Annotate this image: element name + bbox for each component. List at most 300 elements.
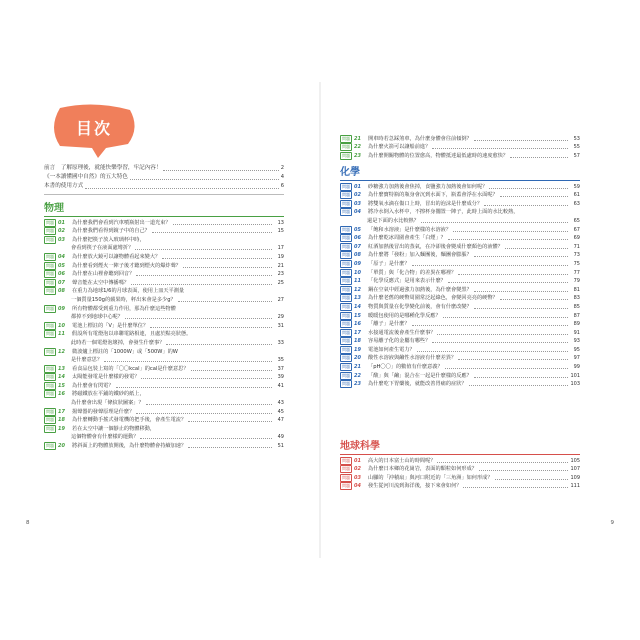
question-text: 為什麼把筷子放入玻璃杯中時， <box>72 236 145 243</box>
question-tag: 問題 <box>46 288 54 294</box>
page-number: 19 <box>277 253 284 260</box>
page-number: 43 <box>277 400 284 407</box>
toc-entry[interactable] <box>340 320 580 329</box>
question-number: 17 <box>354 329 361 336</box>
toc-entry[interactable] <box>340 285 580 294</box>
question-tag: 問題 <box>342 183 350 189</box>
page-number: 79 <box>573 278 580 285</box>
page-number: 45 <box>277 408 284 415</box>
toc-entry[interactable] <box>340 465 580 474</box>
question-tag: 問題 <box>46 331 54 337</box>
question-tag: 問題 <box>342 260 350 266</box>
toc-entry[interactable] <box>44 364 284 373</box>
dot-leader <box>417 351 568 352</box>
page-number: 41 <box>277 382 284 389</box>
earth-science-section <box>340 440 580 490</box>
question-number: 16 <box>354 321 361 328</box>
toc-entry[interactable] <box>340 225 580 234</box>
question-number: 01 <box>354 457 361 464</box>
toc-entry[interactable] <box>44 433 284 442</box>
question-tag: 問題 <box>46 279 54 285</box>
question-text: 微波爐上標註的「1000W」或「500W」的W <box>72 348 178 355</box>
toc-entry[interactable] <box>340 234 580 243</box>
toc-entry[interactable] <box>340 143 580 152</box>
question-tag: 問題 <box>342 226 350 232</box>
question-text: 高大的日本富士山的時間呢？ <box>368 457 436 464</box>
question-tag: 問題 <box>342 321 350 327</box>
dot-leader <box>437 462 568 463</box>
question-text: 鋼在空氣中經過強力加熱後，為什麼會變黑？ <box>368 286 472 293</box>
page-number: 81 <box>573 286 580 293</box>
dot-leader <box>421 222 568 223</box>
question-number: 07 <box>58 279 65 286</box>
question-tag: 問題 <box>46 408 54 414</box>
page-number: 83 <box>573 295 580 302</box>
question-tag: 問題 <box>46 305 54 311</box>
question-text: 都掉不到地球中心呢？ <box>71 314 123 321</box>
toc-entry[interactable] <box>44 235 284 244</box>
question-text: 酸性水溶液與鹼性水溶液有什麼差異？ <box>368 355 457 362</box>
toc-title-badge <box>46 102 142 158</box>
question-tag: 問題 <box>46 417 54 423</box>
question-number: 12 <box>58 348 65 355</box>
question-number: 08 <box>58 288 65 295</box>
question-tag: 問題 <box>46 382 54 388</box>
dot-leader <box>125 318 272 319</box>
question-text: 水接通電流後會產生什麼事？ <box>368 329 436 336</box>
question-number: 19 <box>58 425 65 432</box>
question-number: 05 <box>354 226 361 233</box>
question-tag: 問題 <box>342 303 350 309</box>
question-text: 「原子」是什麼？ <box>368 260 410 267</box>
question-text: 開車時若急踩煞車，為什麼身體會往前傾倒？ <box>368 135 472 142</box>
question-text: 為什麼開關物體的位置愈高，物體抵達最低處時的速度愈快？ <box>368 152 509 159</box>
dot-leader <box>162 258 272 259</box>
question-tag: 問題 <box>342 381 350 387</box>
page-number: 57 <box>573 152 580 159</box>
page-number: 33 <box>277 339 284 346</box>
dot-leader <box>495 479 568 480</box>
dot-leader <box>166 344 272 345</box>
dot-leader <box>412 265 568 266</box>
question-number: 13 <box>354 295 361 302</box>
question-tag: 問題 <box>342 483 350 489</box>
dot-leader <box>136 413 272 414</box>
right-page-number: 9 <box>610 520 614 526</box>
toc-entry[interactable] <box>340 208 580 217</box>
question-tag: 問題 <box>46 262 54 268</box>
dot-leader <box>469 385 568 386</box>
dot-leader <box>474 256 568 257</box>
question-number: 14 <box>354 303 361 310</box>
toc-entry[interactable] <box>44 338 284 347</box>
dot-leader <box>173 224 272 225</box>
toc-entry[interactable] <box>340 456 580 465</box>
dot-leader <box>489 188 568 189</box>
question-tag: 問題 <box>342 466 350 472</box>
toc-entry[interactable] <box>44 381 284 390</box>
question-number: 04 <box>354 483 361 490</box>
chemistry-section <box>340 166 580 388</box>
question-text: 為什麼將「發粉」加入麵團後，麵團會膨脹？ <box>368 252 472 259</box>
toc-entry[interactable] <box>44 304 284 313</box>
question-text: 紅酒加熱後冒出的蒸氣，在冷卻後會變成什麼顏色的液體？ <box>368 243 503 250</box>
question-number: 02 <box>58 228 65 235</box>
question-text: 假設所有電燈泡以串聯電路相連，且處於點亮狀態。 <box>72 331 192 338</box>
page-number: 95 <box>573 346 580 353</box>
question-tag: 問題 <box>342 346 350 352</box>
question-text: 為什麼我們看得到鏡子中的自己？ <box>72 228 150 235</box>
toc-entry[interactable] <box>44 287 284 296</box>
toc-entry[interactable] <box>340 242 580 251</box>
question-tag: 問題 <box>342 252 350 258</box>
chemistry-heading: 化學 <box>340 167 360 178</box>
toc-entry[interactable] <box>340 268 580 277</box>
question-tag: 問題 <box>342 243 350 249</box>
question-text: 為什麼看到煙火一陣子後才聽到煙火的爆炸聲？ <box>72 262 181 269</box>
toc-entry[interactable] <box>44 347 284 356</box>
question-tag: 問題 <box>46 228 54 234</box>
question-number: 23 <box>354 152 361 159</box>
question-text: 為什麼放大鏡可以讓物體看起來變大？ <box>72 253 161 260</box>
dot-leader <box>448 239 568 240</box>
question-text: 「pH〇〇」的數值有什麼意義？ <box>368 364 443 371</box>
dot-leader <box>474 308 568 309</box>
question-number: 21 <box>354 135 361 142</box>
page-number: 59 <box>573 183 580 190</box>
dot-leader <box>131 284 272 285</box>
question-tag: 問題 <box>46 365 54 371</box>
page-number: 89 <box>573 321 580 328</box>
toc-entry[interactable] <box>340 151 580 160</box>
page-number: 37 <box>277 365 284 372</box>
question-text: 太陽能發電是什麼樣的發電？ <box>72 374 140 381</box>
earth-science-heading: 地球科學 <box>340 441 380 452</box>
question-tag: 問題 <box>342 295 350 301</box>
front-matter-row[interactable]: 前言 了解原理後，就能快樂學習，牢記內容！ 2 <box>44 165 284 171</box>
question-number: 04 <box>58 253 65 260</box>
dot-leader <box>474 140 568 141</box>
toc-entry[interactable] <box>44 313 284 322</box>
dot-leader <box>448 282 568 283</box>
toc-entry[interactable] <box>340 302 580 311</box>
question-text: 山腳的「沖積扇」與河口附近的「三角洲」如何形成？ <box>368 474 493 481</box>
toc-entry[interactable] <box>340 380 580 389</box>
question-tag: 問題 <box>342 364 350 370</box>
toc-entry[interactable] <box>340 134 580 143</box>
question-tag: 問題 <box>342 372 350 378</box>
page-number: 77 <box>573 269 580 276</box>
question-tag: 問題 <box>342 278 350 284</box>
dot-leader <box>474 377 568 378</box>
book-spread <box>24 82 616 558</box>
dot-leader <box>458 274 568 275</box>
toc-entry[interactable] <box>44 330 284 339</box>
question-tag: 問題 <box>46 443 54 449</box>
question-number: 14 <box>58 374 65 381</box>
toc-title: 目次 <box>75 119 112 138</box>
physics-continued <box>340 134 580 160</box>
page-number: 69 <box>573 235 580 242</box>
page-number: 85 <box>573 303 580 310</box>
page-number: 47 <box>277 417 284 424</box>
toc-entry[interactable] <box>44 295 284 304</box>
dot-leader <box>152 232 272 233</box>
page-number: 99 <box>573 364 580 371</box>
toc-entry[interactable] <box>340 482 580 491</box>
page-number: 71 <box>573 243 580 250</box>
dot-leader <box>104 361 272 362</box>
dot-leader <box>458 359 568 360</box>
toc-entry[interactable] <box>340 277 580 286</box>
toc-entry[interactable] <box>340 473 580 482</box>
physics-question-list <box>44 218 284 450</box>
toc-entry[interactable] <box>44 244 284 253</box>
toc-entry[interactable] <box>340 345 580 354</box>
question-tag: 問題 <box>342 329 350 335</box>
page-number: 67 <box>573 226 580 233</box>
toc-entry[interactable] <box>340 216 580 225</box>
physics-section <box>44 202 284 450</box>
page-number: 31 <box>277 322 284 329</box>
question-tag: 問題 <box>46 391 54 397</box>
earth-science-question-list <box>340 456 580 490</box>
dot-leader <box>178 301 272 302</box>
physics-heading: 物理 <box>44 203 64 214</box>
toc-entry[interactable] <box>340 251 580 260</box>
question-text: 電池上標註的「V」是什麼單位？ <box>72 322 149 329</box>
question-number: 10 <box>58 322 65 329</box>
question-text: 為什麼寶特瓶的瓶身會沉到水面下，瓶蓋會浮在水面呢？ <box>368 192 498 199</box>
question-text: 電池如何產生電力？ <box>368 346 415 353</box>
question-text: 為什麼在山裡會聽到回音？ <box>72 271 135 278</box>
question-number: 06 <box>354 235 361 242</box>
question-text: 會看到筷子在液面處彎折？ <box>71 245 134 252</box>
page-number: 75 <box>573 260 580 267</box>
question-tag: 問題 <box>342 286 350 292</box>
toc-entry[interactable] <box>340 337 580 346</box>
question-number: 16 <box>58 391 65 398</box>
dot-leader <box>453 231 568 232</box>
dot-leader <box>191 370 272 371</box>
question-text: 為什麼我們會看到汽車噴瓶射出一道光束？ <box>72 219 171 226</box>
dot-leader <box>474 291 568 292</box>
page-number: 73 <box>573 252 580 259</box>
question-tag: 問題 <box>342 457 350 463</box>
question-text: 將冷水倒入水杯中，不擦杯身擱置一陣子，此時上面的水比較熱， <box>368 209 519 216</box>
toc-entry[interactable] <box>44 356 284 365</box>
question-number: 18 <box>58 417 65 424</box>
dot-leader <box>146 404 272 405</box>
question-tag: 問題 <box>46 374 54 380</box>
dot-leader <box>500 299 568 300</box>
question-number: 08 <box>354 252 361 259</box>
question-number: 18 <box>354 338 361 345</box>
toc-entry[interactable] <box>340 294 580 303</box>
front-matter-row[interactable]: 《一本讀懂國中自然》的五大特色 4 <box>44 174 284 180</box>
toc-entry[interactable] <box>44 407 284 416</box>
question-tag: 問題 <box>342 269 350 275</box>
page-number: 97 <box>573 355 580 362</box>
question-text: 一個質量150g的蘋果時，秤出來會是多少g？ <box>71 296 176 303</box>
question-tag: 問題 <box>342 135 350 141</box>
toc-entry[interactable] <box>340 328 580 337</box>
question-number: 03 <box>354 474 361 481</box>
question-number: 23 <box>354 381 361 388</box>
page-number: 39 <box>277 374 284 381</box>
question-number: 22 <box>354 144 361 151</box>
page-number: 65 <box>573 217 580 224</box>
toc-entry[interactable] <box>340 199 580 208</box>
question-text: 若在太空中讓一個靜止的物體移動， <box>72 425 156 432</box>
page-number: 109 <box>570 474 580 481</box>
question-text: 將斜面上的物體放開後，為什麼物體會持續加速？ <box>72 443 187 450</box>
toc-entry[interactable] <box>44 261 284 270</box>
question-text: 為什麼老舊的硬幣周圍常泛起綠色，會變回亮亮的硬幣？ <box>368 295 498 302</box>
question-text: 將雙氧水滴在傷口上時，冒出的泡沫是什麼成分？ <box>368 200 483 207</box>
toc-entry[interactable] <box>44 278 284 287</box>
page-number: 25 <box>277 279 284 286</box>
book-gutter <box>319 82 321 558</box>
dot-leader <box>445 368 568 369</box>
question-text: 此時若一個電燈泡壞掉，會發生什麼事？ <box>71 339 165 346</box>
question-number: 01 <box>354 183 361 190</box>
toc-entry[interactable] <box>340 182 580 191</box>
question-number: 20 <box>354 355 361 362</box>
page-number: 53 <box>573 135 580 142</box>
question-tag: 問題 <box>46 322 54 328</box>
question-tag: 問題 <box>342 338 350 344</box>
question-text: 容易離子化的金屬有哪些？ <box>368 338 431 345</box>
page-number: 35 <box>277 357 284 364</box>
question-number: 07 <box>354 243 361 250</box>
question-text: 將磁鐵放在平鋪的鐵砂的紙上， <box>72 391 145 398</box>
toc-entry[interactable] <box>44 321 284 330</box>
front-matter-row[interactable]: 本書的使用方式 6 <box>44 183 284 189</box>
page-number: 93 <box>573 338 580 345</box>
question-number: 03 <box>58 236 65 243</box>
dot-leader <box>432 148 568 149</box>
toc-entry[interactable] <box>44 390 284 399</box>
question-text: 揚聲器的發聲原理是什麼？ <box>72 408 135 415</box>
left-page <box>24 82 314 558</box>
dot-leader <box>188 421 272 422</box>
toc-entry[interactable] <box>44 227 284 236</box>
question-tag: 問題 <box>342 144 350 150</box>
toc-entry[interactable] <box>44 373 284 382</box>
toc-entry[interactable] <box>44 424 284 433</box>
question-text: 看食品包裝上寫的「〇〇kcal」的cal是什麼意思？ <box>72 365 189 372</box>
dot-leader <box>412 325 568 326</box>
toc-entry[interactable] <box>340 362 580 371</box>
dot-leader <box>150 327 272 328</box>
question-tag: 問題 <box>342 355 350 361</box>
question-text: 是什麼意思？ <box>71 357 103 364</box>
question-text: 「單質」與「化合物」的差異在哪裡？ <box>368 269 457 276</box>
question-text: 暖暖包使用的是哪種化學反應？ <box>368 312 441 319</box>
question-number: 13 <box>58 365 65 372</box>
toc-entry[interactable] <box>44 441 284 450</box>
question-tag: 問題 <box>342 474 350 480</box>
page-number: 101 <box>570 372 580 379</box>
page-number: 107 <box>570 466 580 473</box>
right-page <box>326 82 616 558</box>
question-number: 02 <box>354 466 361 473</box>
question-text: 為什麼會出現「條紋狀圖案」？ <box>71 400 144 407</box>
question-text: 發生從河川流到海洋後，接下來會如何？ <box>368 483 462 490</box>
toc-entry[interactable] <box>44 218 284 227</box>
question-number: 19 <box>354 346 361 353</box>
question-text: 為什麼乾冰周圍會產生「白煙」？ <box>368 235 446 242</box>
question-text: 為什麼會有閃電？ <box>72 382 114 389</box>
dot-leader <box>116 387 272 388</box>
page-number: 87 <box>573 312 580 319</box>
question-text: 在重力為地球1/6的月球表面，使用上皿天平測量 <box>72 288 185 295</box>
question-text: 為什麼火箭可以讓船前進？ <box>368 144 431 151</box>
question-number: 11 <box>354 278 361 285</box>
toc-entry[interactable] <box>340 311 580 320</box>
dot-leader <box>479 470 568 471</box>
question-tag: 問題 <box>46 271 54 277</box>
question-number: 02 <box>354 192 361 199</box>
question-text: 為什麼吃下胃藥後，就能改善胃痛的症狀？ <box>368 381 467 388</box>
page-number: 51 <box>277 443 284 450</box>
toc-entry[interactable] <box>340 259 580 268</box>
question-tag: 問題 <box>46 348 54 354</box>
toc-entry[interactable] <box>44 252 284 261</box>
page-number: 29 <box>277 314 284 321</box>
question-number: 17 <box>58 408 65 415</box>
question-number: 03 <box>354 200 361 207</box>
dot-leader <box>505 248 568 249</box>
left-page-number: 8 <box>26 520 30 526</box>
page-number: 91 <box>573 329 580 336</box>
dot-leader <box>183 267 272 268</box>
question-text: 「離子」是什麼？ <box>368 321 410 328</box>
dot-leader <box>135 249 272 250</box>
toc-entry[interactable] <box>44 270 284 279</box>
toc-entry[interactable] <box>340 354 580 363</box>
dot-leader <box>437 334 568 335</box>
question-text: 聲音能在太空中傳播嗎？ <box>72 279 130 286</box>
question-text: 砂糖強力加熱後會焦掉，食鹽強力加熱後會如何呢？ <box>368 183 488 190</box>
toc-entry[interactable] <box>340 191 580 200</box>
question-number: 06 <box>58 271 65 278</box>
dot-leader <box>140 438 272 439</box>
question-tag: 問題 <box>46 219 54 225</box>
question-text: 「化學反應式」是用來表示什麼？ <box>368 278 446 285</box>
toc-entry[interactable] <box>44 398 284 407</box>
toc-entry[interactable] <box>340 371 580 380</box>
page-number: 15 <box>277 228 284 235</box>
dot-leader <box>141 378 272 379</box>
dot-leader <box>432 342 568 343</box>
question-tag: 問題 <box>342 192 350 198</box>
question-text: 這個物體會有什麼樣的運動？ <box>71 434 139 441</box>
dot-leader <box>188 447 272 448</box>
front-matter-list <box>44 164 284 195</box>
page-number: 55 <box>573 144 580 151</box>
dot-leader <box>136 275 272 276</box>
page-number: 13 <box>277 219 284 226</box>
question-text: 為什麼轉動手搖式發電機的把手後，會產生電流？ <box>72 417 187 424</box>
question-number: 10 <box>354 269 361 276</box>
question-number: 21 <box>354 364 361 371</box>
toc-entry[interactable] <box>44 416 284 425</box>
dot-leader <box>484 205 568 206</box>
question-number: 04 <box>354 209 361 216</box>
question-number: 15 <box>354 312 361 319</box>
